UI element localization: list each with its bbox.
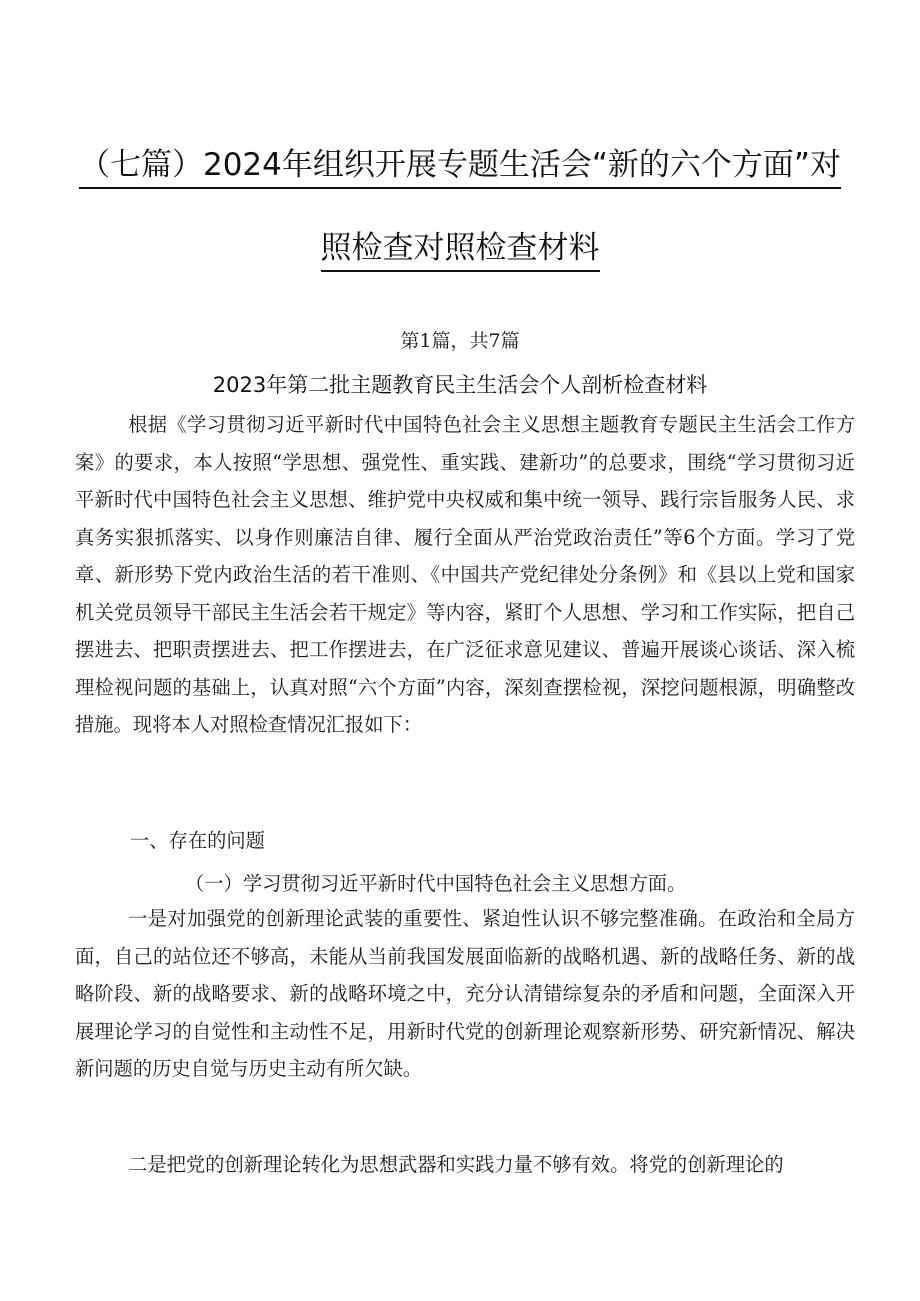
intro-paragraph: 根据《学习贯彻习近平新时代中国特色社会主义思想主题教育专题民主生活会工作方案》的要求，本人按照“学思想、强党性、重实践、建新功”的总要求，围绕“学习贯彻习近平新时代中国特色社会主义思想、维护党中央权威和集中统一领导、践行宗旨服务人民、求真务实狠抓落实、以身作则廉洁自律、履行全面从严治党政治责任”等6个方面。学习了党章、新形势下党内政治生活的若干准则、《中国共产党纪律处分条例》和《县以上党和国家机关党员领导干部民主生活会若干规定》等内容，紧盯个人思想、学习和工作实际，把自己摆进去、把职责摆进去、把工作摆进去，在广泛征求意见建议、普遍开展谈心谈话、深入梳理检视问题的基础上，认真对照“六个方面”内容，深刻查摆检视，深挖问题根源，明确整改措施。现将本人对照检查情况汇报如下： <box>75 413 855 736</box>
section-heading: 一、存在的问题 <box>130 829 265 852</box>
title-text-1: （七篇）2024年组织开展专题生活会“新的六个方面”对 <box>79 139 841 189</box>
body-paragraph-2: 二是把党的创新理论转化为思想武器和实践力量不够有效。将党的创新理论的 <box>128 1153 784 1176</box>
subsection-heading: （一）学习贯彻习近平新时代中国特色社会主义思想方面。 <box>185 872 687 895</box>
title-text-2: 照检查对照检查材料 <box>321 222 600 272</box>
body-paragraph-1: 一是对加强党的创新理论武装的重要性、紧迫性认识不够完整准确。在政治和全局方面，自己的站位还不够高，未能从当前我国发展面临新的战略机遇、新的战略任务、新的战略阶段、新的战略要求、新的战略环境之中，充分认清错综复杂的矛盾和问题，全面深入开展理论学习的自觉性和主动性不足，用新时代党的创新理论观察新形势、研究新情况、解决新问题的历史自觉与历史主动有所欠缺。 <box>75 907 855 1080</box>
document-title-line-2 <box>70 222 850 272</box>
section-subtitle: 2023年第二批主题教育民主生活会个人剖析检查材料 <box>212 373 708 397</box>
part-label: 第1篇，共7篇 <box>400 330 520 352</box>
document-title-line-1 <box>70 139 850 189</box>
